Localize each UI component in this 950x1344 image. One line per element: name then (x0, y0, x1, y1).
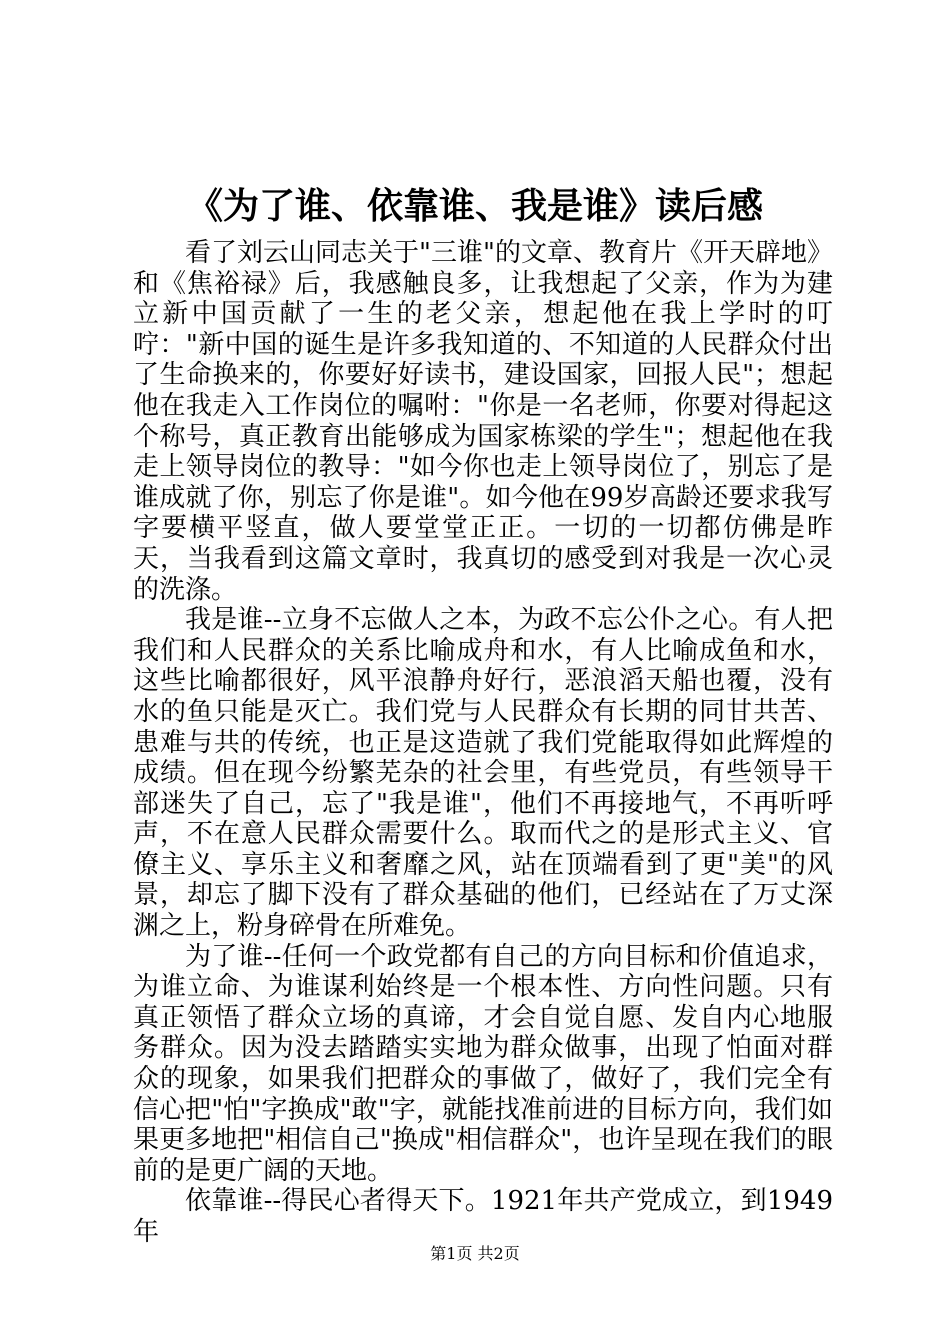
paragraph-for-whom: 为了谁--任何一个政党都有自己的方向目标和价值追求，为谁立命、为谁谋利始终是一个根本性、方向性问题。只有真正领悟了群众立场的真谛，才会自觉自愿、发自内心地服务群众。因为没去踏踏实实地为群众做事，出现了怕面对群众的现象，如果我们把群众的事做了，做好了，我们完全有信心把"怕"字换成"敢"字，就能找准前进的目标方向，我们如果更多地把"相信自己"换成"相信群众"，也许呈现在我们的眼前的是更广阔的天地。 (133, 941, 833, 1186)
paragraph-rely-on-whom: 依靠谁--得民心者得天下。1921年共产党成立，到1949年 (133, 1186, 833, 1247)
document-title: 《为了谁、依靠谁、我是谁》读后感 (186, 185, 763, 227)
paragraph-intro: 看了刘云山同志关于"三谁"的文章、教育片《开天辟地》和《焦裕禄》后，我感触良多，让我想起了父亲，作为为建立新中国贡献了一生的老父亲，想起他在我上学时的叮咛："新中国的诞生是许多我知道的、不知道的人民群众付出了生命换来的，你要好好读书，建设国家，回报人民"；想起他在我走入工作岗位的嘱咐："你是一名老师，你要对得起这个称号，真正教育出能够成为国家栋梁的学生"；想起他在我走上领导岗位的教导："如今你也走上领导岗位了，别忘了是谁成就了你，别忘了你是谁"。如今他在99岁高龄还要求我写字要横平竖直，做人要堂堂正正。一切的一切都仿佛是昨天，当我看到这篇文章时，我真切的感受到对我是一次心灵的洗涤。 (133, 238, 833, 605)
page-indicator: 第1页 共2页 (430, 1244, 520, 1263)
paragraph-who-am-i: 我是谁--立身不忘做人之本，为政不忘公仆之心。有人把我们和人民群众的关系比喻成舟和水，有人比喻成鱼和水，这些比喻都很好，风平浪静舟好行，恶浪滔天船也覆，没有水的鱼只能是灭亡。我们党与人民群众有长期的同甘共苦、患难与共的传统，也正是这造就了我们党能取得如此辉煌的成绩。但在现今纷繁芜杂的社会里，有些党员，有些领导干部迷失了自己，忘了"我是谁"，他们不再接地气，不再听呼声，不在意人民群众需要什么。取而代之的是形式主义、官僚主义、享乐主义和奢靡之风，站在顶端看到了更"美"的风景，却忘了脚下没有了群众基础的他们，已经站在了万丈深渊之上，粉身碎骨在所难免。 (133, 605, 833, 942)
document-body (133, 238, 833, 1248)
